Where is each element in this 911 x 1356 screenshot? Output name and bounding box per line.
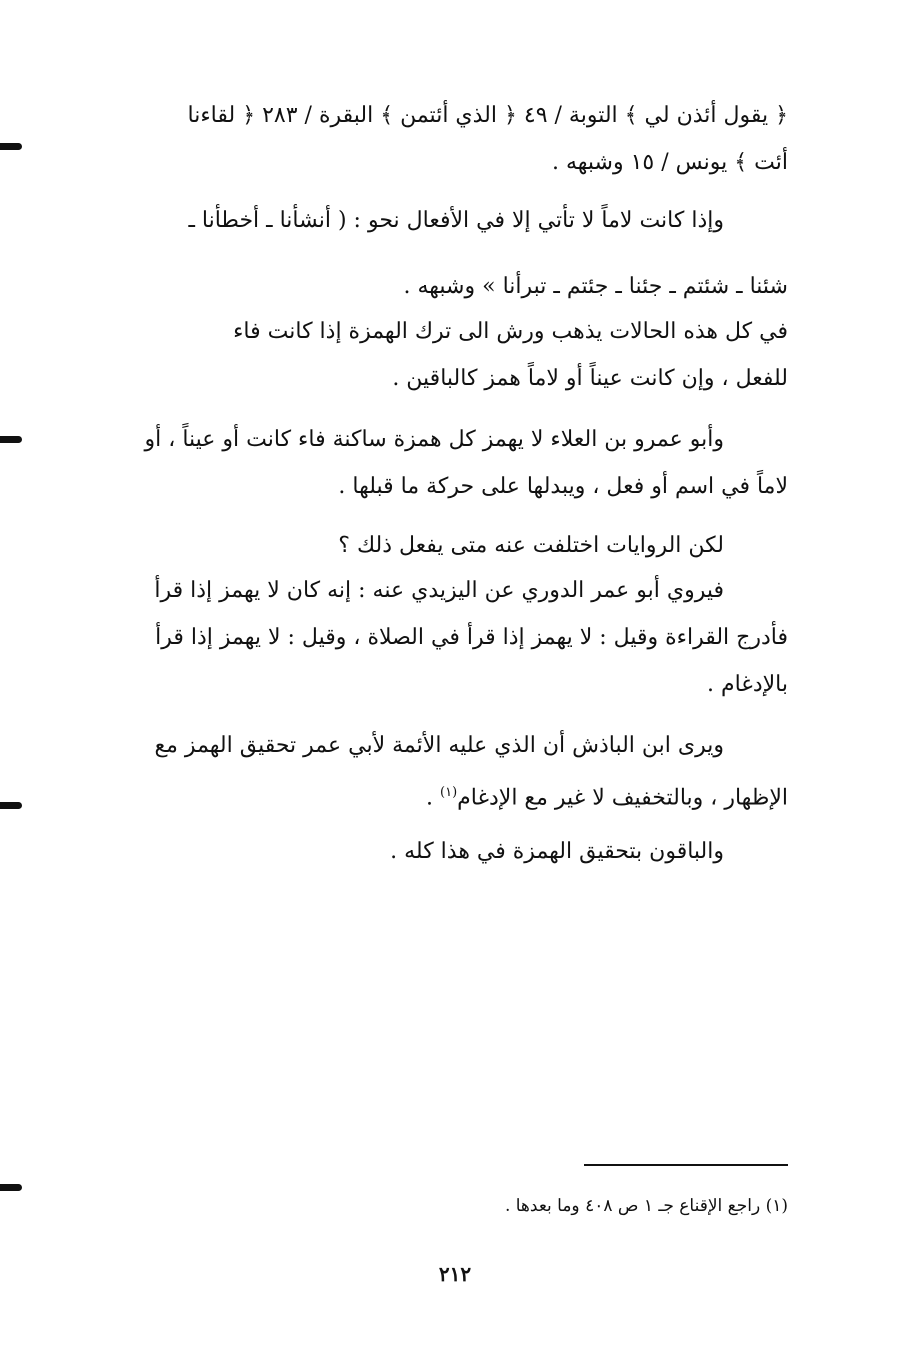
- footnote-reference: (١): [440, 785, 458, 800]
- scan-edge-mark: [0, 436, 22, 443]
- footnote-separator: [584, 1164, 788, 1166]
- paragraph-verbs-cont: [104, 263, 788, 310]
- text-segment: الإظهار ، وبالتخفيف لا غير مع الإدغام: [457, 785, 788, 811]
- paragraph-ibn-albadhish: [104, 722, 788, 821]
- text-line: لاماً في اسم أو فعل ، ويبدلها على حركة ما قبلها .: [338, 474, 788, 499]
- text-line: أئت ﴾ يونس / ١٥ وشبهه .: [551, 150, 788, 175]
- footnote: (١) راجع الإقناع جـ ١ ص ٤٠٨ وما بعدها .: [504, 1196, 788, 1216]
- text-line: شئنا ـ شئتم ـ جئنا ـ جئتم ـ تبرأنا » وشبهه .: [403, 274, 788, 299]
- page-number: ٢١٢: [438, 1262, 472, 1286]
- paragraph-question: [104, 522, 788, 569]
- text-line: ويرى ابن الباذش أن الذي عليه الأئمة لأبي عمر تحقيق الهمز مع: [154, 733, 724, 758]
- text-line: فأدرج القراءة وقيل : لا يهمز إذا قرأ في الصلاة ، وقيل : لا يهمز إذا قرأ: [155, 625, 788, 650]
- scan-edge-mark: [0, 1184, 22, 1191]
- scan-edge-mark: [0, 143, 22, 150]
- text-segment: .: [426, 785, 441, 811]
- text-line: للفعل ، وإن كانت عيناً أو لاماً همز كالباقين .: [392, 366, 788, 391]
- paragraph-others: [104, 828, 788, 875]
- paragraph-quranic-examples: [104, 92, 788, 186]
- text-line: وإذا كانت لاماً لا تأتي إلا في الأفعال نحو : ( أنشأنا ـ أخطأنا ـ: [188, 208, 724, 233]
- text-line: بالإدغام .: [707, 672, 788, 697]
- text-line: [104, 769, 788, 821]
- text-line: وأبو عمرو بن العلاء لا يهمز كل همزة ساكنة فاء كانت أو عيناً ، أو: [144, 427, 724, 452]
- text-line: في كل هذه الحالات يذهب ورش الى ترك الهمزة إذا كانت فاء: [233, 319, 788, 344]
- text-line: والباقون بتحقيق الهمزة في هذا كله .: [390, 839, 724, 864]
- paragraph-verbs: [104, 197, 788, 244]
- paragraph-duri: [104, 567, 788, 708]
- text-line: فيروي أبو عمر الدوري عن اليزيدي عنه : إنه كان لا يهمز إذا قرأ: [154, 578, 724, 603]
- text-line: ﴿ يقول أئذن لي ﴾ التوبة / ٤٩ ﴿ الذي أئتمن ﴾ البقرة / ٢٨٣ ﴿ لقاءنا: [187, 103, 788, 128]
- paragraph-abu-amr: [104, 416, 788, 510]
- scan-edge-mark: [0, 802, 22, 809]
- paragraph-warsh: [104, 308, 788, 402]
- text-line: لكن الروايات اختلفت عنه متى يفعل ذلك ؟: [338, 533, 724, 558]
